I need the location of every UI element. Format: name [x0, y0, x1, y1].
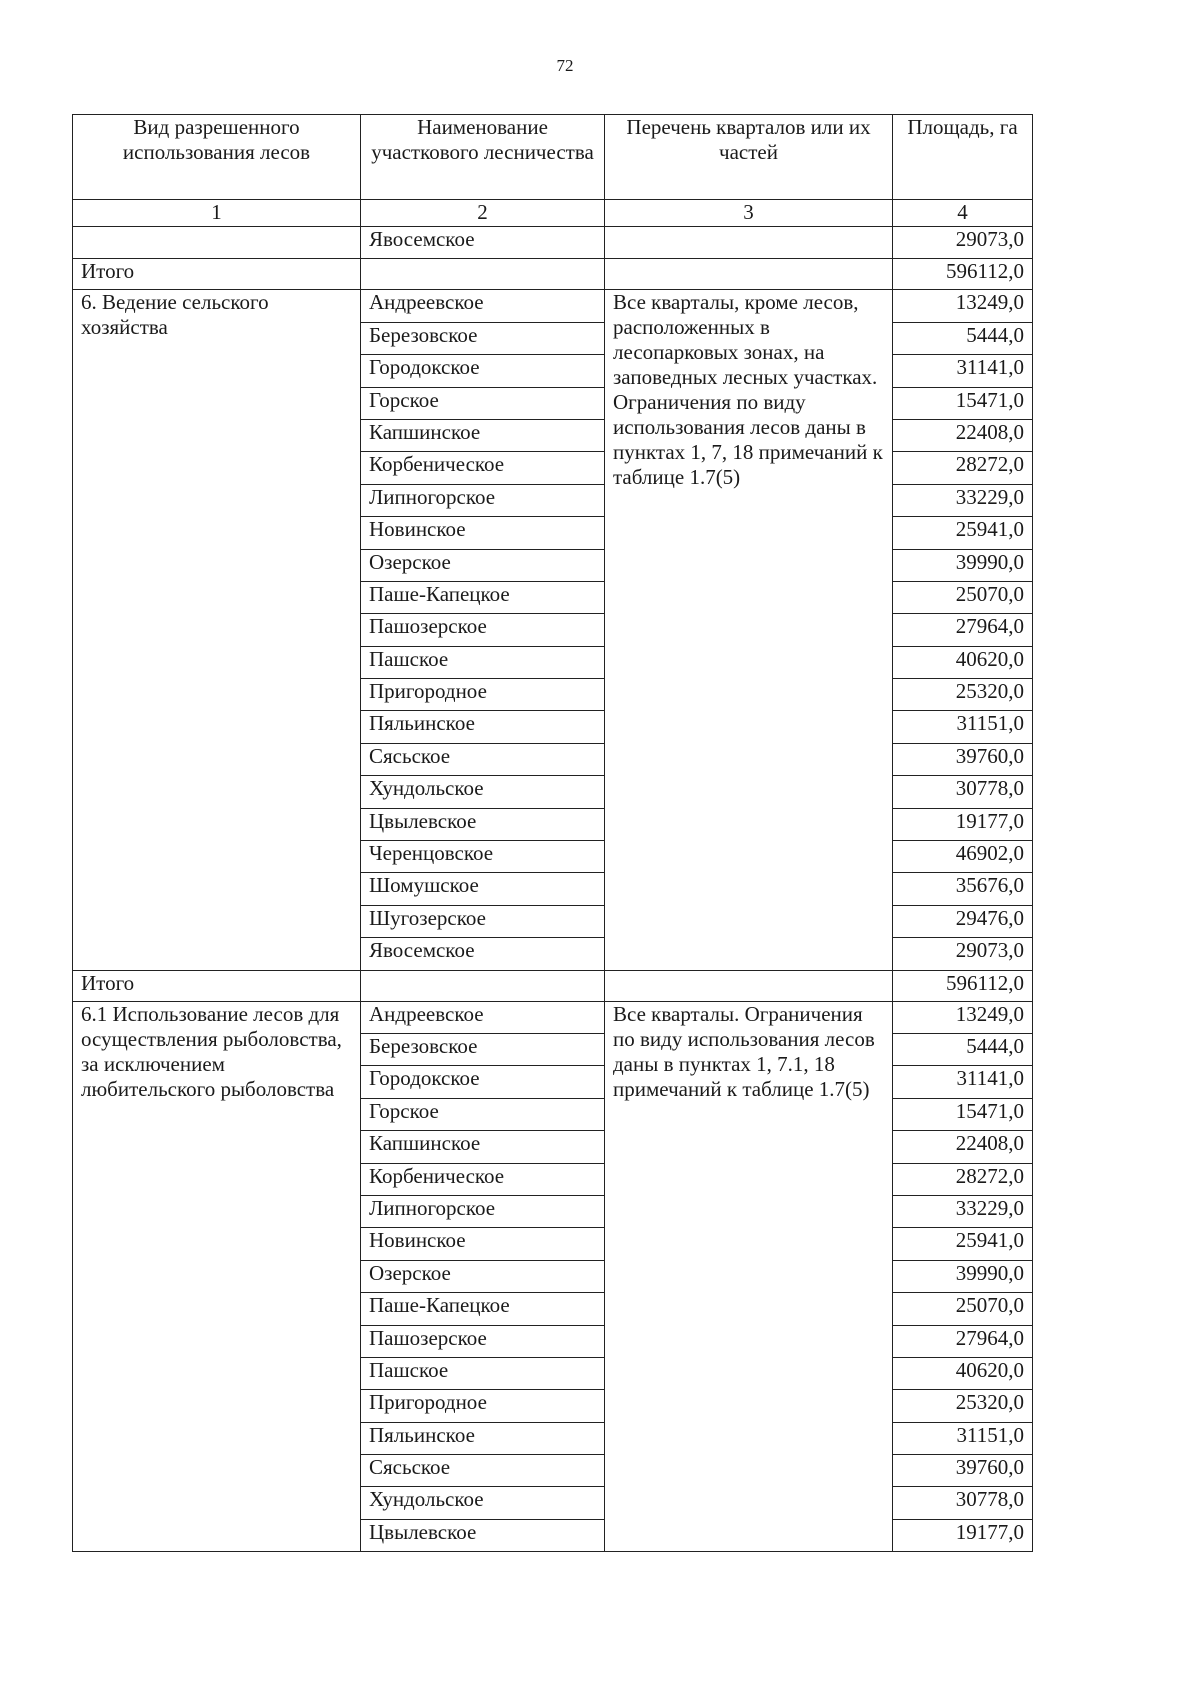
area-value: 28272,0 [893, 1163, 1033, 1195]
forestry-name: Капшинское [361, 419, 605, 451]
area-value: 46902,0 [893, 841, 1033, 873]
forestry-name: Пригородное [361, 679, 605, 711]
page-number: 72 [556, 56, 574, 75]
forestry-name: Цвылевское [361, 808, 605, 840]
area-value: 31141,0 [893, 1066, 1033, 1098]
forestry-name: Явосемское [361, 227, 605, 259]
forestry-name: Хундольское [361, 1487, 605, 1519]
area-value: 29476,0 [893, 905, 1033, 937]
total-label: Итого [73, 259, 361, 290]
forestry-name: Горское [361, 1098, 605, 1130]
column-number: 3 [605, 200, 893, 227]
forestry-name: Черенцовское [361, 841, 605, 873]
forestry-name: Городокское [361, 1066, 605, 1098]
area-value: 33229,0 [893, 1195, 1033, 1227]
empty-cell [605, 227, 893, 259]
header-use-type: Вид разрешенного использования лесов [73, 115, 361, 200]
forestry-name: Озерское [361, 549, 605, 581]
area-value: 5444,0 [893, 1033, 1033, 1065]
forestry-name: Хундольское [361, 776, 605, 808]
forestry-name: Капшинское [361, 1131, 605, 1163]
forestry-name: Липногорское [361, 484, 605, 516]
area-value: 19177,0 [893, 1519, 1033, 1551]
forestry-name: Березовское [361, 1033, 605, 1065]
forestry-name: Пяльинское [361, 1422, 605, 1454]
forestry-name: Новинское [361, 1228, 605, 1260]
total-label: Итого [73, 970, 361, 1001]
forestry-name: Андреевское [361, 290, 605, 322]
area-value: 5444,0 [893, 322, 1033, 354]
area-value: 22408,0 [893, 1131, 1033, 1163]
header-forestry: Наименование участкового лесничества [361, 115, 605, 200]
area-value: 30778,0 [893, 1487, 1033, 1519]
forestry-name: Липногорское [361, 1195, 605, 1227]
forestry-name: Пашское [361, 1357, 605, 1389]
area-value: 15471,0 [893, 387, 1033, 419]
forestry-name: Шугозерское [361, 905, 605, 937]
forestry-name: Озерское [361, 1260, 605, 1292]
total-row [73, 970, 1033, 1001]
empty-cell [361, 970, 605, 1001]
area-value: 25941,0 [893, 517, 1033, 549]
forestry-name: Цвылевское [361, 1519, 605, 1551]
empty-cell [605, 970, 893, 1001]
empty-cell [73, 227, 361, 259]
area-value: 40620,0 [893, 646, 1033, 678]
header-row [73, 115, 1033, 200]
forest-use-table [72, 114, 1033, 1552]
table-row [73, 290, 1033, 322]
area-value: 25320,0 [893, 679, 1033, 711]
table-row [73, 227, 1033, 259]
forestry-name: Андреевское [361, 1001, 605, 1033]
area-value: 19177,0 [893, 808, 1033, 840]
empty-cell [605, 259, 893, 290]
column-number-row [73, 200, 1033, 227]
column-number: 4 [893, 200, 1033, 227]
forestry-name: Городокское [361, 355, 605, 387]
column-number: 2 [361, 200, 605, 227]
area-value: 22408,0 [893, 419, 1033, 451]
forestry-name: Шомушское [361, 873, 605, 905]
column-number: 1 [73, 200, 361, 227]
area-value: 28272,0 [893, 452, 1033, 484]
area-value: 27964,0 [893, 614, 1033, 646]
table-row [73, 1001, 1033, 1033]
area-value: 35676,0 [893, 873, 1033, 905]
use-type-cell: 6.1 Использование лесов для осуществления рыболовства, за исключением любительского рыболовства [73, 1001, 361, 1552]
area-value: 39990,0 [893, 1260, 1033, 1292]
forestry-name: Горское [361, 387, 605, 419]
area-value: 39990,0 [893, 549, 1033, 581]
header-quarters: Перечень кварталов или их частей [605, 115, 893, 200]
empty-cell [361, 259, 605, 290]
area-value: 25320,0 [893, 1390, 1033, 1422]
area-value: 13249,0 [893, 1001, 1033, 1033]
quarters-note-cell: Все кварталы, кроме лесов, расположенных в лесопарковых зонах, на заповедных лесных участках. Ограничения по виду использования лесов даны в пунктах 1, 7, 18 примечаний к таблице 1.7(5) [605, 290, 893, 970]
area-value: 39760,0 [893, 1455, 1033, 1487]
forestry-name: Сясьское [361, 743, 605, 775]
total-row [73, 259, 1033, 290]
forestry-name: Корбеническое [361, 452, 605, 484]
forestry-name: Новинское [361, 517, 605, 549]
forestry-name: Корбеническое [361, 1163, 605, 1195]
area-value: 30778,0 [893, 776, 1033, 808]
area-value: 15471,0 [893, 1098, 1033, 1130]
header-area: Площадь, га [893, 115, 1033, 200]
area-value: 25070,0 [893, 1293, 1033, 1325]
forestry-name: Пяльинское [361, 711, 605, 743]
area-value: 29073,0 [893, 227, 1033, 259]
forestry-name: Паше-Капецкое [361, 1293, 605, 1325]
area-value: 27964,0 [893, 1325, 1033, 1357]
area-value: 31151,0 [893, 1422, 1033, 1454]
use-type-cell: 6. Ведение сельского хозяйства [73, 290, 361, 970]
area-value: 40620,0 [893, 1357, 1033, 1389]
area-value: 13249,0 [893, 290, 1033, 322]
area-value: 25070,0 [893, 581, 1033, 613]
forestry-name: Пашозерское [361, 614, 605, 646]
total-area: 596112,0 [893, 259, 1033, 290]
area-value: 25941,0 [893, 1228, 1033, 1260]
table-body [73, 227, 1033, 1552]
total-area: 596112,0 [893, 970, 1033, 1001]
forestry-name: Сясьское [361, 1455, 605, 1487]
forestry-name: Паше-Капецкое [361, 581, 605, 613]
quarters-note-cell: Все кварталы. Ограничения по виду использования лесов даны в пунктах 1, 7.1, 18 примечаний к таблице 1.7(5) [605, 1001, 893, 1552]
area-value: 29073,0 [893, 938, 1033, 970]
forestry-name: Пашское [361, 646, 605, 678]
area-value: 33229,0 [893, 484, 1033, 516]
forestry-name: Явосемское [361, 938, 605, 970]
area-value: 31141,0 [893, 355, 1033, 387]
forestry-name: Березовское [361, 322, 605, 354]
forestry-name: Пашозерское [361, 1325, 605, 1357]
forestry-name: Пригородное [361, 1390, 605, 1422]
area-value: 31151,0 [893, 711, 1033, 743]
area-value: 39760,0 [893, 743, 1033, 775]
